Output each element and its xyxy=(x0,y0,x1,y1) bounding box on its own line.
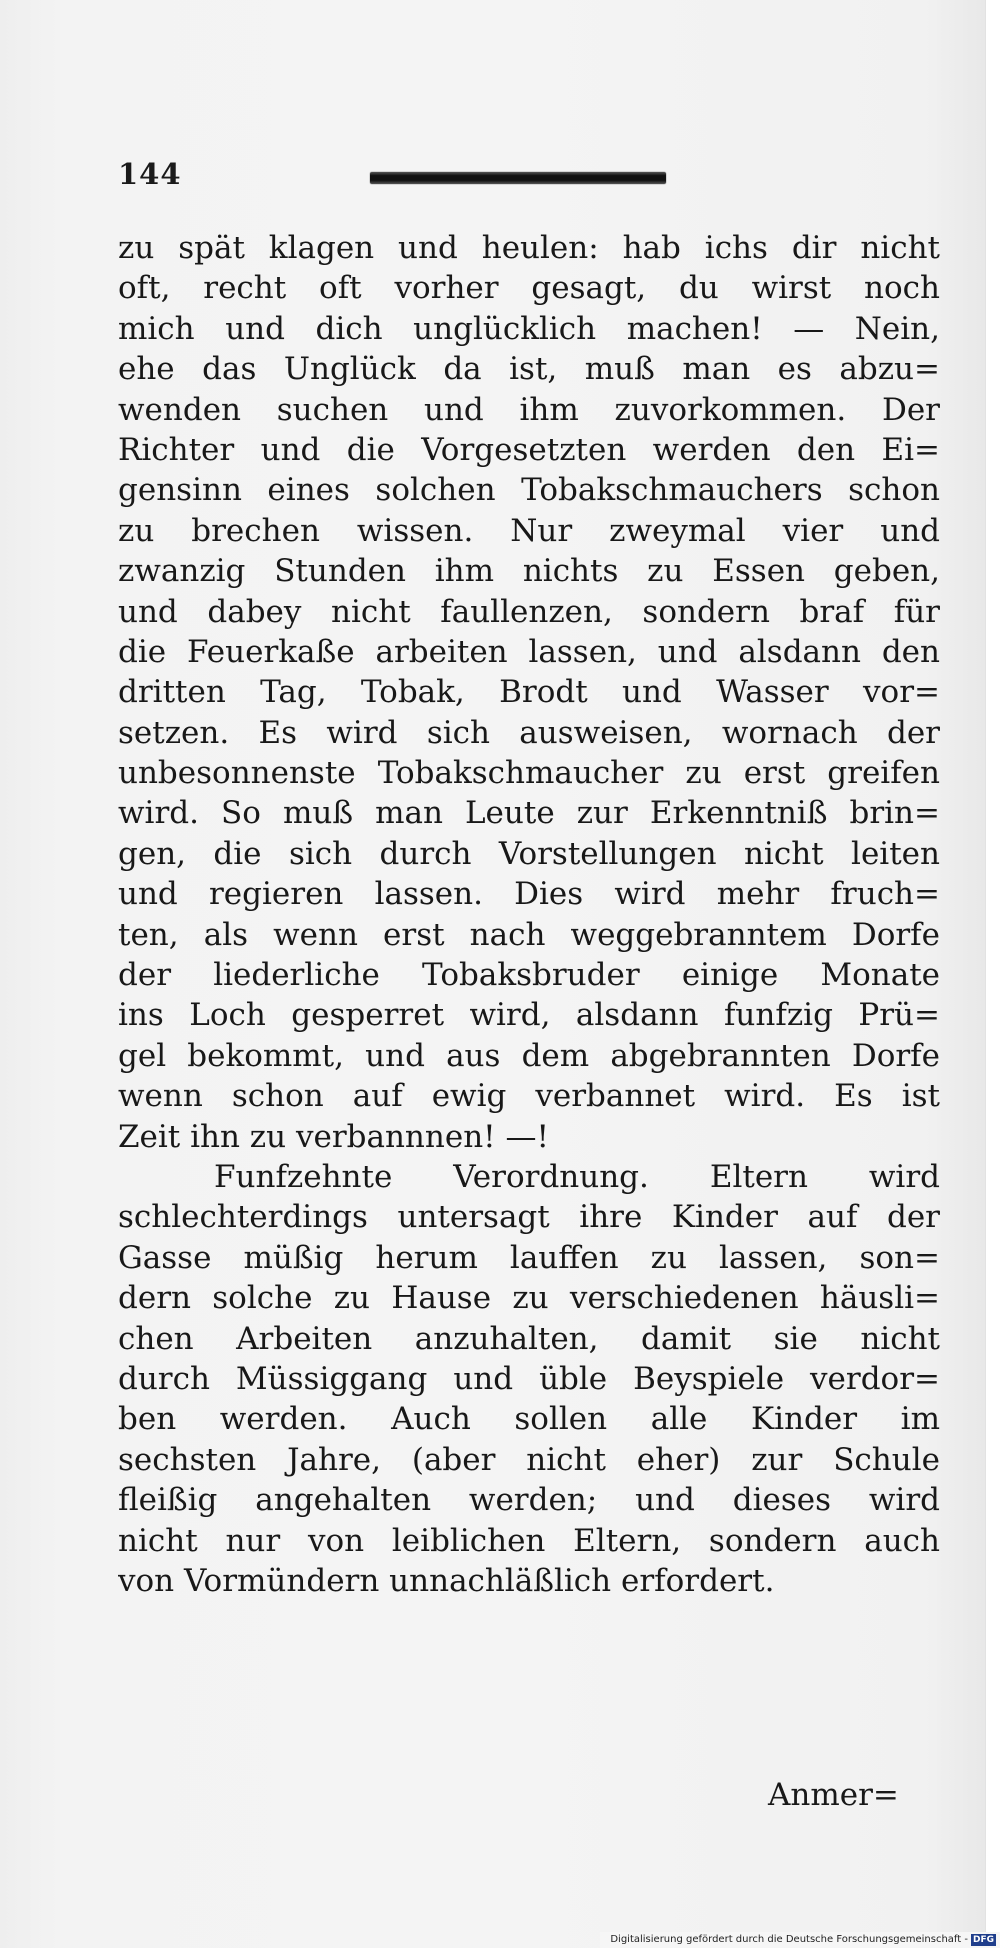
text-line: gen, die sich durch Vorstellungen nicht leiten xyxy=(118,835,940,872)
text-line: die Feuerkaße arbeiten lassen, und alsdann den xyxy=(118,633,940,670)
text-line: und dabey nicht faullenzen, sondern braf für xyxy=(118,593,940,630)
text-line: ins Loch gesperret wird, alsdann funfzig Prü= xyxy=(118,997,940,1034)
text-line: Zeit ihn zu verbannnen! —! xyxy=(118,1118,549,1155)
text-line: der liederliche Tobaksbruder einige Monate xyxy=(118,957,940,994)
text-line: ben werden. Auch sollen alle Kinder im xyxy=(118,1401,940,1438)
text-line: gel bekommt, und aus dem abgebrannten Dorfe xyxy=(118,1037,940,1074)
header-rule xyxy=(370,172,666,184)
text-line: gensinn eines solchen Tobakschmauchers schon xyxy=(118,472,940,509)
text-line: durch Müssiggang und üble Beyspiele verdor= xyxy=(118,1360,940,1397)
text-line: wenn schon auf ewig verbannet wird. Es ist xyxy=(118,1078,940,1115)
text-line: von Vormündern unnachläßlich erfordert. xyxy=(118,1562,775,1599)
text-line: zu brechen wissen. Nur zweymal vier und xyxy=(118,512,940,549)
page-header xyxy=(0,0,1000,200)
page-body xyxy=(118,228,940,1601)
page-number: 144 xyxy=(118,157,182,191)
text-line: schlechterdings untersagt ihre Kinder auf der xyxy=(118,1199,940,1236)
text-line: oft, recht oft vorher gesagt, du wirst noch xyxy=(118,270,940,307)
text-line: ten, als wenn erst nach weggebranntem Dorfe xyxy=(118,916,940,953)
text-line: unbesonnenste Tobakschmaucher zu erst greifen xyxy=(118,755,940,792)
text-line: dern solche zu Hause zu verschiedenen häusli= xyxy=(118,1280,940,1317)
text-line: zwanzig Stunden ihm nichts zu Essen geben, xyxy=(118,553,940,590)
text-line: ehe das Unglück da ist, muß man es abzu= xyxy=(118,351,940,388)
funding-notice: Digitalisierung gefördert durch die Deutsche Forschungsgemeinschaft - xyxy=(610,1934,968,1945)
text-line: zu spät klagen und heulen: hab ichs dir nicht xyxy=(118,230,940,266)
text-line: setzen. Es wird sich ausweisen, wornach der xyxy=(118,714,940,751)
text-line: dritten Tag, Tobak, Brodt und Wasser vor= xyxy=(118,674,940,711)
text-line: chen Arbeiten anzuhalten, damit sie nicht xyxy=(118,1320,940,1357)
text-line: und regieren lassen. Dies wird mehr fruch= xyxy=(118,876,940,913)
digitization-footer xyxy=(600,1932,1000,1948)
text-line: Gasse müßig herum lauffen zu lassen, son= xyxy=(118,1239,940,1276)
section-heading-line: Funfzehnte Verordnung. Eltern wird xyxy=(214,1158,940,1195)
dfg-logo: DFG xyxy=(972,1935,994,1945)
page-edge xyxy=(985,0,1000,1948)
text-line: nicht nur von leiblichen Eltern, sondern auch xyxy=(118,1522,940,1559)
text-line: sechsten Jahre, (aber nicht eher) zur Schule xyxy=(118,1441,940,1478)
text-line: wenden suchen und ihm zuvorkommen. Der xyxy=(118,391,940,428)
catchword: Anmer= xyxy=(768,1777,899,1813)
text-line: Richter und die Vorgesetzten werden den Ei= xyxy=(118,431,940,468)
text-line: wird. So muß man Leute zur Erkenntniß brin= xyxy=(118,795,940,832)
text-line: mich und dich unglücklich machen! — Nein, xyxy=(118,310,940,347)
text-line: fleißig angehalten werden; und dieses wird xyxy=(118,1482,940,1519)
